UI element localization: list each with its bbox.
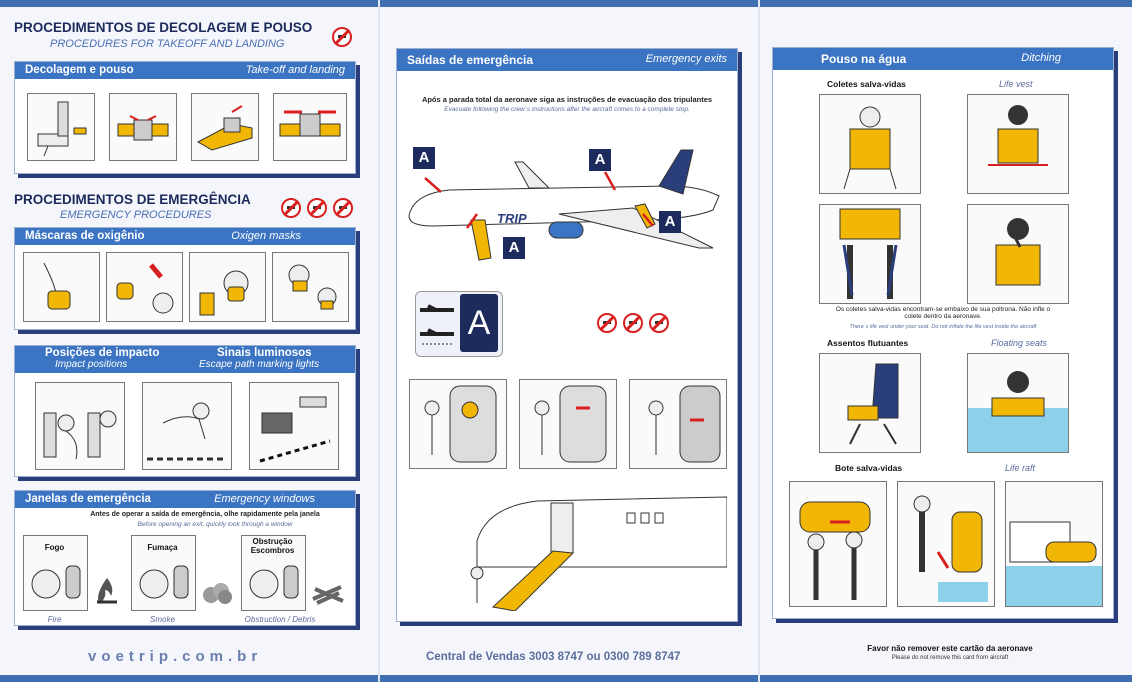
debris-icon <box>311 581 345 607</box>
panel-top-edge <box>760 0 1132 7</box>
windows-instruction-en: Before opening an exit, quickly look through a window <box>137 521 293 528</box>
smoke-label: Fumaça <box>147 543 178 552</box>
buckle-open-illustration <box>273 93 347 161</box>
seats-label-pt: Assentos flutuantes <box>827 338 909 348</box>
fire-icon <box>93 576 121 606</box>
seat-cushion-float-illustration <box>967 353 1069 453</box>
raft-label-en: Life raft <box>1005 463 1036 473</box>
windows-label-pt: Janelas de emergência <box>25 493 151 505</box>
mask-pull-illustration <box>106 252 183 322</box>
oxygen-masks-box <box>14 227 356 330</box>
door-step1-illustration <box>409 379 507 469</box>
floor-lights-illustration <box>249 382 339 470</box>
impact-label-en: Impact positions <box>55 359 128 370</box>
no-electronics-icon <box>307 198 327 218</box>
raft-afloat-illustration <box>1005 481 1103 607</box>
impact-positions-box <box>14 345 356 477</box>
panel-top-edge <box>380 0 758 7</box>
buckle-close-illustration <box>109 93 177 161</box>
exit-marker-front-left: A <box>413 147 435 169</box>
vest-label-pt: Coletes salva-vidas <box>827 79 906 89</box>
emergency-exits-box <box>396 48 738 622</box>
panel-takeoff-emergency <box>0 0 378 682</box>
exit-sign-legend <box>415 291 503 357</box>
card-notice-en: Please do not remove this card from aircraft <box>891 655 1009 661</box>
panel-ditching <box>760 0 1132 682</box>
impact-label-pt: Posições de impacto <box>45 347 160 359</box>
mask-on-face-illustration <box>189 252 266 322</box>
takeoff-label-en: Take-off and landing <box>245 64 345 76</box>
no-luggage-icon <box>333 198 353 218</box>
emergency-title: PROCEDIMENTOS DE EMERGÊNCIA <box>14 192 251 207</box>
section-subtitle: PROCEDURES FOR TAKEOFF AND LANDING <box>50 38 285 50</box>
windows-label-en: Emergency windows <box>214 493 315 505</box>
raft-label-pt: Bote salva-vidas <box>835 463 903 473</box>
vest-label-en: Life vest <box>999 79 1033 89</box>
panel-bottom-edge <box>0 675 378 682</box>
exit-marker-rear-bottom: A <box>659 211 681 233</box>
airline-logo: TRIP <box>497 211 527 226</box>
aircraft-silhouette-icon <box>418 296 456 352</box>
floating-seat-illustration <box>819 353 921 453</box>
emergency-subtitle: EMERGENCY PROCEDURES <box>60 209 212 221</box>
exits-instruction-en: Evacuate following the crew´s instructions after the aircraft comes to a complete stop. <box>444 106 690 113</box>
vest-worn-illustration <box>967 94 1069 194</box>
smoke-caption: Smoke <box>150 615 175 624</box>
vest-note-pt: Os coletes salva-vidas encontram-se embaixo de sua poltrona. Não infle o colete dentro da aeronave. <box>835 306 1051 320</box>
no-electronics-icon <box>623 313 643 333</box>
exits-label-pt: Saídas de emergência <box>407 53 534 67</box>
mask-drop-illustration <box>23 252 100 322</box>
vest-note-en: There´s life vest under your seat. Do not inflate the life vest inside the aircraft <box>849 324 1037 330</box>
ditching-label-en: Ditching <box>1021 52 1061 64</box>
ditching-box <box>772 47 1114 619</box>
door-step3-illustration <box>629 379 727 469</box>
exit-letter-sign: A <box>460 294 498 352</box>
panel-bottom-edge <box>760 675 1132 682</box>
website-footer: voetrip.com.br <box>88 648 263 665</box>
vest-inflate-illustration <box>967 204 1069 304</box>
fire-label: Fogo <box>44 543 65 552</box>
no-smoking-icon <box>332 27 352 47</box>
aircraft-exit-diagram <box>399 144 735 264</box>
section-title: PROCEDIMENTOS DE DECOLAGEM E POUSO <box>14 20 313 35</box>
panel-top-edge <box>0 0 378 7</box>
lights-label-en: Escape path marking lights <box>199 359 320 370</box>
raft-carry-illustration <box>789 481 887 607</box>
door-step2-illustration <box>519 379 617 469</box>
smoke-icon <box>201 581 233 605</box>
exit-marker-front-slide: A <box>503 237 525 259</box>
panel-emergency-exits <box>380 0 758 682</box>
debris-caption: Obstruction / Debris <box>244 615 316 624</box>
raft-deploy-illustration <box>897 481 995 607</box>
seats-label-en: Floating seats <box>991 338 1048 348</box>
panel-bottom-edge <box>380 675 758 682</box>
buckle-tighten-illustration <box>191 93 259 161</box>
masks-label-en: Oxigen masks <box>231 230 301 242</box>
card-notice-pt: Favor não remover este cartão da aeronave <box>867 644 1033 653</box>
exit-marker-rear-top: A <box>589 149 611 171</box>
masks-label-pt: Máscaras de oxigênio <box>25 230 145 242</box>
seatbelt-fasten-illustration <box>27 93 95 161</box>
takeoff-landing-box <box>14 61 356 174</box>
emergency-windows-box <box>14 490 356 626</box>
vest-put-on-illustration <box>819 94 921 194</box>
vest-strap-illustration <box>819 204 921 304</box>
takeoff-label-pt: Decolagem e pouso <box>25 64 134 76</box>
fire-caption: Fire <box>47 615 62 624</box>
debris-label: Obstrução Escombros <box>250 537 295 555</box>
no-smoking-icon <box>281 198 301 218</box>
no-luggage-icon <box>649 313 669 333</box>
mask-assist-others-illustration <box>272 252 349 322</box>
slide-evacuation-illustration <box>457 481 727 611</box>
no-smoking-icon <box>597 313 617 333</box>
lights-label-pt: Sinais luminosos <box>217 347 312 359</box>
crawl-escape-illustration <box>142 382 232 470</box>
sales-phone-footer: Central de Vendas 3003 8747 ou 0300 789 8747 <box>426 651 681 663</box>
brace-position-illustration <box>35 382 125 470</box>
ditching-label-pt: Pouso na água <box>821 52 907 66</box>
exits-instruction-pt: Após a parada total da aeronave siga as instruções de evacuação dos tripulantes <box>421 95 713 104</box>
exits-label-en: Emergency exits <box>645 53 727 65</box>
windows-instruction-pt: Antes de operar a saída de emergência, olhe rapidamente pela janela <box>90 511 320 518</box>
